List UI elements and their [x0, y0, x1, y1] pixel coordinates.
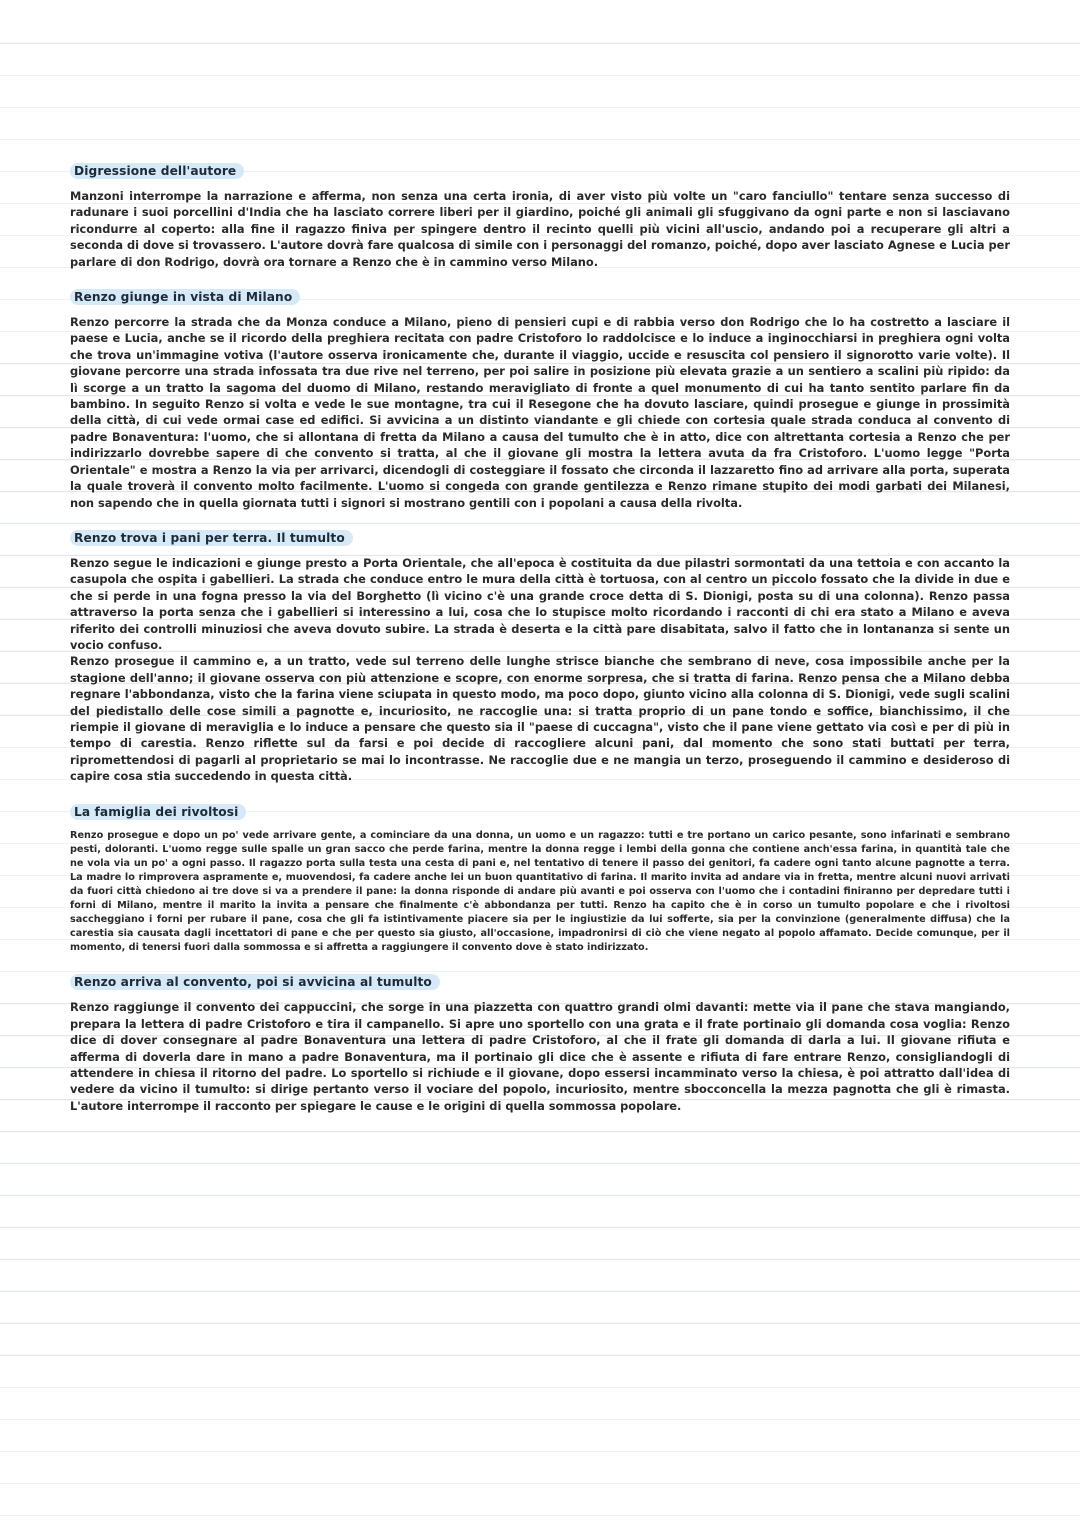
section-vista-milano: [70, 286, 1010, 511]
notes-page: [70, 160, 1010, 1130]
section-paragraph: Manzoni interrompe la narrazione e afferma, non senza una certa ironia, di aver visto più volte un "caro fanciullo" tentare senza successo di radunare i suoi porcellini d'India che ha lasciato correre liberi per il giardino, poiché gli animali gli sfuggivano da ogni parte e non si lasciavano ricondurre al coperto: alla fine il ragazzo finiva per spingere dentro il recinto quelli più vicini all'uscio, andando poi a recuperare gli altri a seconda di dove si trovassero. L'autore dovrà fare qualcosa di simile con i personaggi del romanzo, poiché, dopo aver lasciato Agnese e Lucia per parlare di don Rodrigo, dovrà ora tornare a Renzo che è in cammino verso Milano.: [70, 189, 1010, 269]
section-paragraph: Renzo segue le indicazioni e giunge presto a Porta Orientale, che all'epoca è costituita da due pilastri sormontati da una tettoia e con accanto la casupola che ospita i gabellieri. La strada che conduce entro le mura della città è tortuosa, con al centro un piccolo fossato che la divide in due e che si perde in una fogna presso la via del Borghetto (lì vicino c'è una grande croce detta di S. Dionigi, posta su di una colonna). Renzo passa attraverso la porta senza che i gabellieri si interessino a lui, cosa che lo stupisce molto ricordando i racconti di chi era stato a Milano e aveva riferito dei controlli minuziosi che aveva dovuto subire. La strada è deserta e la città pare disabitata, salvo il fatto che in lontananza si sente un vocio confuso.: [70, 555, 1010, 652]
section-famiglia-rivoltosi: [70, 801, 1010, 956]
section-pani-tumulto: [70, 527, 1010, 785]
section-digressione: [70, 160, 1010, 270]
section-paragraph: Renzo percorre la strada che da Monza conduce a Milano, pieno di pensieri cupi e di rabbia verso don Rodrigo che lo ha costretto a lasciare il paese e Lucia, anche se il ricordo della preghiera recitata con padre Cristoforo lo raddolcisce e lo induce a inginocchiarsi in preghiera ogni volta che trova un'immagine votiva (l'autore osserva ironicamente che, durante il viaggio, uccide e resuscita col pensiero il signorotto varie volte). Il giovane percorre una strada infossata tra due rive nel terreno, per poi salire in posizione più elevata grazie a un sentiero a scalini più ripido: da lì scorge a un tratto la sagoma del duomo di Milano, restando meravigliato di fronte a quel monumento di cui ha tanto sentito parlare fin da bambino. In seguito Renzo si volta e vede le sue montagne, tra cui il Resegone che ha dovuto lasciare, quindi prosegue e giunge in prossimità della città, di cui vede ormai case ed edifici. Si avvicina a un distinto viandante e gli chiede con cortesia quale strada conduca al convento di padre Bonaventura: l'uomo, che si allontana di fretta da Milano a causa del tumulto che è in atto, dice con altrettanta cortesia a Renzo che per indirizzarlo dovrebbe sapere di che convento si tratta, al che il giovane gli mostra la lettera avuta da fra Cristoforo. L'uomo legge "Porta Orientale" e mostra a Renzo la via per arrivarci, dicendogli di costeggiare il fossato che circonda il lazzaretto fino ad arrivare alla porta, superata la quale troverà il convento molto facilmente. L'uomo si congeda con grande gentilezza e Renzo rimane stupito dei modi garbati dei Milanesi, non sapendo che in quella giornata tutti i signori si mostrano gentili con i popolani a causa della rivolta.: [70, 315, 1010, 510]
section-heading: Renzo arriva al convento, poi si avvicina al tumulto: [70, 974, 440, 990]
section-heading: Renzo trova i pani per terra. Il tumulto: [70, 530, 353, 546]
section-paragraph: Renzo prosegue e dopo un po' vede arrivare gente, a cominciare da una donna, un uomo e un ragazzo: tutti e tre portano un carico pesante, sono infarinati e sembrano pesti, doloranti. L'uomo regge sulle spalle un gran sacco che perde farina, mentre la donna regge i lembi della gonna che contiene anch'essa farina, in quantità tale che ne vola via un po' a ogni passo. Il ragazzo porta sulla testa una cesta di pani e, nel tentativo di tenere il passo dei genitori, fa cadere ogni tanto alcune pagnotte a terra. La madre lo rimprovera aspramente e, muovendosi, fa cadere anche lei un buon quantitativo di farina. Il marito invita ad andare via in fretta, mentre alcuni nuovi arrivati da fuori città chiedono ai tre dove si va a prendere il pane: la donna risponde di andare più avanti e poi osserva con l'uomo che i contadini finiranno per depredare tutti i forni di Milano, mentre il marito la invita a pensare che finalmente c'è abbondanza per tutti. Renzo ha capito che è in corso un tumulto popolare e che i rivoltosi saccheggiano i forni per rubare il pane, cosa che gli fa istintivamente piacere sia per le ingiustizie da lui sofferte, sia per la convinzione (generalmente diffusa) che la carestia sia causata dagli incettatori di pane e che per questo sia giusto, all'occasione, impadronirsi di ciò che viene negato al popolo affamato. Decide comunque, per il momento, di tenersi fuori dalla sommossa e si affretta a raggiungere il convento dove è stato indirizzato.: [70, 829, 1010, 954]
section-paragraph: Renzo raggiunge il convento dei cappuccini, che sorge in una piazzetta con quattro grandi olmi davanti: mette via il pane che stava mangiando, prepara la lettera di padre Cristoforo e tira il campanello. Si apre uno sportello con una grata e il frate portinaio gli domanda cosa voglia: Renzo dice di dover consegnare al padre Bonaventura una lettera di padre Cristoforo, al che il frate gli domanda di darla a lui. Il giovane rifiuta e afferma di doverla dare in mano a padre Bonaventura, ma il portinaio gli dice che è assente e rifiuta di fare entrare Renzo, consigliandogli di attendere in chiesa il ritorno del padre. Lo sportello si richiude e il giovane, dopo essersi incamminato verso la chiesa, è poi attratto dall'idea di vedere da vicino il tumulto: si dirige pertanto verso il vociare del popolo, incuriosito, mentre sbocconcella la mezza pagnotta che gli è rimasta. L'autore interrompe il racconto per spiegare le cause e le origini di quella sommossa popolare.: [70, 1000, 1010, 1113]
section-paragraph: Renzo prosegue il cammino e, a un tratto, vede sul terreno delle lunghe strisce bianche che sembrano di neve, cosa impossibile anche per la stagione dell'anno; il giovane osserva con più attenzione e scopre, con enorme sorpresa, che si tratta di farina. Renzo pensa che a Milano debba regnare l'abbondanza, visto che la farina viene sciupata in questo modo, ma poco dopo, giunto vicino alla colonna di S. Dionigi, vede sugli scalini del piedistallo delle cose simili a pagnotte e, incuriosito, ne raccoglie una: si tratta proprio di un pane tondo e soffice, bianchissimo, il che riempie il giovane di meraviglia e lo induce a pensare che questo sia il "paese di cuccagna", visto che il pane viene gettato via così e per di più in tempo di carestia. Renzo riflette sul da farsi e poi decide di raccogliere alcuni pani, dal momento che sono stati buttati per terra, ripromettendosi di pagarli al proprietario se mai lo incontrasse. Ne raccoglie due e ne mangia un terzo, proseguendo il cammino e desideroso di capire cosa stia succedendo in questa città.: [70, 654, 1010, 784]
section-heading: Digressione dell'autore: [70, 163, 244, 179]
section-heading: La famiglia dei rivoltosi: [70, 804, 246, 820]
section-heading: Renzo giunge in vista di Milano: [70, 289, 300, 305]
section-convento: [70, 971, 1010, 1114]
